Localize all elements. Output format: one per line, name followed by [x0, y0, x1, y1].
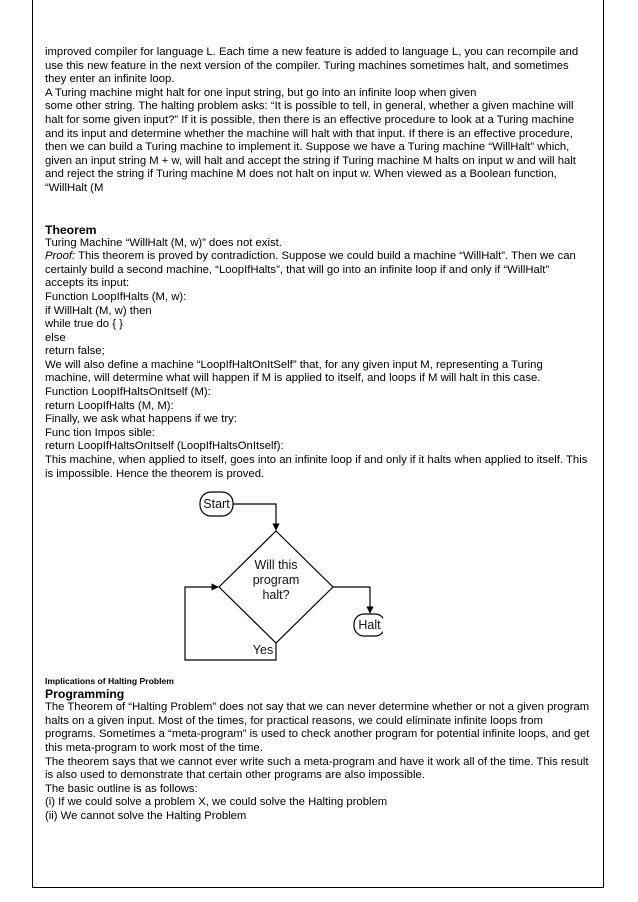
start-label: Start	[203, 497, 230, 512]
halting-flowchart	[45, 485, 590, 673]
paragraph: The Theorem of “Halting Problem” does not say that we can never determine whether or not a given program halts on a given input. Most of the times, for practical reasons, we could eliminate infinite loops from programs. Sometimes a “meta-program” is used to check another program for potential infinite loops, and get this meta-program to work most of the time.	[45, 701, 590, 754]
proof-label: Proof:	[45, 250, 76, 263]
proof-paragraph	[45, 250, 590, 291]
decision-diamond	[219, 531, 333, 643]
decision-label-line2: program	[252, 573, 300, 588]
paragraph: some other string. The halting problem asks: “It is possible to tell, in general, whether a given machine will halt for some given input?” If it is possible, then there is an effective procedure to look at a Turing machine and its input and determine whether the machine will halt with that input. If there is an effective procedure, then we can build a Turing machine to implement it. Suppose we have a Turing machine “WillHalt” which, given an input string M + w, will halt and accept the string if Turing machine M halts on input w and will halt and reject the string if Turing machine M does not halt on input w. When viewed as a Boolean function, “WillHalt (M	[45, 100, 576, 194]
programming-heading: Programming	[45, 687, 125, 702]
code-line: Func tion Impos sible:	[45, 426, 155, 439]
code-line: return LoopIfHalts (M, M):	[45, 399, 174, 412]
paragraph: A Turing machine might halt for one input string, but go into an infinite loop when given	[45, 86, 477, 99]
code-line: Function LoopIfHalts (M, w):	[45, 290, 187, 303]
code-line: Function LoopIfHaltsOnItself (M):	[45, 386, 211, 399]
code-line: return false;	[45, 345, 105, 358]
code-line: return LoopIfHaltsOnItself (LoopIfHaltsOnItself):	[45, 440, 284, 453]
implications-heading: Implications of Halting Problem	[45, 676, 174, 687]
paragraph: Finally, we ask what happens if we try:	[45, 413, 237, 426]
decision-label-line1: Will this	[254, 558, 298, 573]
code-line: else	[45, 331, 66, 344]
list-item: (i) If we could solve a problem X, we could solve the Halting problem	[45, 796, 388, 809]
theorem-statement: Turing Machine “WillHalt (M, w)” does not exist.	[45, 236, 282, 249]
theorem-heading: Theorem	[45, 222, 97, 237]
halt-label: Halt	[358, 618, 381, 633]
proof-text: This theorem is proved by contradiction. Suppose we could build a machine “WillHalt”. Then we can certainly build a second machine, “LoopIfHalts”, that will go into an infinite loop if and only if “WillHalt” accepts its input:	[45, 250, 576, 290]
paragraph: This machine, when applied to itself, goes into an infinite loop if and only if it halts when applied to itself. This is impossible. Hence the theorem is proved.	[45, 454, 588, 480]
paragraph: improved compiler for language L. Each time a new feature is added to language L, you can recompile and use this new feature in the next version of the compiler. Turing machines sometimes halt, and sometimes they enter an infinite loop.	[45, 46, 579, 86]
flow-decision-to-halt	[333, 587, 370, 613]
document-body	[45, 46, 590, 824]
flow-start-to-decision	[233, 504, 276, 530]
list-item: (ii) We cannot solve the Halting Problem	[45, 809, 247, 822]
code-line: while true do { }	[45, 318, 123, 331]
code-line: if WillHalt (M, w) then	[45, 304, 152, 317]
paragraph: The basic outline is as follows:	[45, 782, 198, 795]
yes-label: Yes	[252, 643, 274, 658]
paragraph: The theorem says that we cannot ever write such a meta-program and have it work all of the time. This result is also used to demonstrate that certain other programs are also impossible.	[45, 755, 589, 782]
paragraph: We will also define a machine “LoopIfHaltOnItSelf” that, for any given input M, representing a Turing machine, will determine what will happen if M is applied to itself, and loops if M will halt in this case.	[45, 358, 543, 385]
decision-label-line3: halt?	[262, 588, 290, 603]
